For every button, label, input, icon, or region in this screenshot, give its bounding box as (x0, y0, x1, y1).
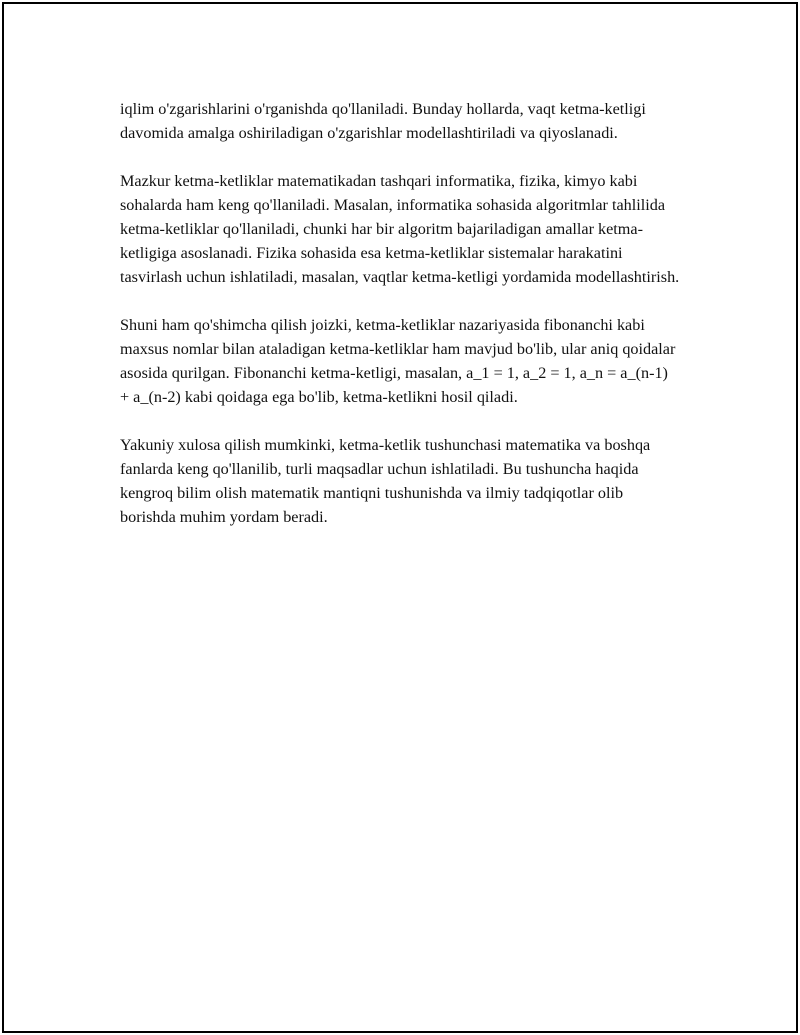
paragraph-2: Mazkur ketma-ketliklar matematikadan tashqari informatika, fizika, kimyo kabi sohalarda ham keng qo'llaniladi. Masalan, informatika sohasida algoritmlar tahlilida ketma-ketliklar qo'llaniladi, chunki har bir algoritm bajariladigan amallar ketma-ketligiga asoslanadi. Fizika sohasida esa ketma-ketliklar sistemalar harakatini tasvirlash uchun ishlatiladi, masalan, vaqtlar ketma-ketligi yordamida modellashtirish. (120, 172, 680, 286)
document-page (2, 2, 798, 1033)
paragraph-4: Yakuniy xulosa qilish mumkinki, ketma-ketlik tushunchasi matematika va boshqa fanlarda keng qo'llanilib, turli maqsadlar uchun ishlatiladi. Bu tushuncha haqida kengroq bilim olish matematik mantiqni tushunishda va ilmiy tadqiqotlar olib borishda muhim yordam beradi. (120, 436, 651, 526)
document-body (120, 97, 680, 553)
paragraph-1: iqlim o'zgarishlarini o'rganishda qo'llaniladi. Bunday hollarda, vaqt ketma-ketligi davomida amalga oshiriladigan o'zgarishlar modellashtiriladi va qiyoslanadi. (120, 100, 646, 142)
paragraph-3: Shuni ham qo'shimcha qilish joizki, ketma-ketliklar nazariyasida fibonanchi kabi maxsus nomlar bilan ataladigan ketma-ketliklar ham mavjud bo'lib, ular aniq qoidalar asosida qurilgan. Fibonanchi ketma-ketligi, masalan, a_1 = 1, a_2 = 1, a_n = a_(n-1) + a_(n-2) kabi qoidaga ega bo'lib, ketma-ketlikni hosil qiladi. (120, 316, 676, 406)
